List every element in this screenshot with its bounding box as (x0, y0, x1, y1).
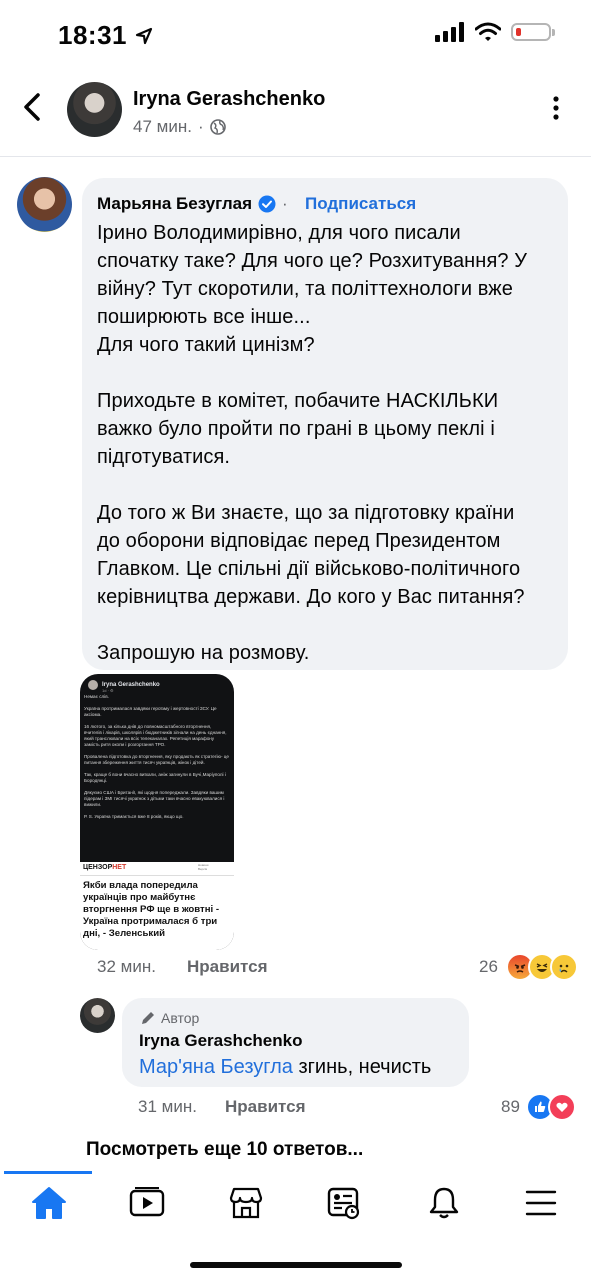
tab-video[interactable] (127, 1185, 167, 1221)
battery-icon (511, 23, 551, 41)
love-icon (548, 1093, 576, 1121)
attachment-author: Iryna Gerashchenko (102, 682, 160, 688)
tab-home[interactable] (29, 1185, 69, 1221)
location-arrow-icon (135, 27, 153, 45)
post-meta (133, 117, 226, 137)
commenter-avatar[interactable] (17, 177, 72, 232)
tab-menu[interactable] (521, 1185, 561, 1221)
video-icon (129, 1187, 165, 1219)
author-badge: Автор (140, 1010, 199, 1026)
comment-author[interactable]: Марьяна Безуглая · (97, 194, 288, 213)
meta-separator: · (197, 117, 204, 136)
header-divider (0, 156, 591, 157)
reply-reactions[interactable] (532, 1093, 576, 1121)
active-tab-indicator (4, 1171, 92, 1174)
back-arrow-icon[interactable] (22, 92, 42, 122)
author-avatar[interactable] (67, 82, 122, 137)
verified-badge-icon (258, 195, 276, 213)
tab-news[interactable] (324, 1185, 364, 1221)
attachment-post-text: Немає слів. Україна протрималася завдяки героїзму і жертовності ЗСУ. Це аксіома. 16 лютого, за кілька днів до повномасштабного вторгнення, вчителів і лікарів, школярів і бюджетників зігнали на день єднання, який транслювали на всіх телеканалах. Репетиція марафону замість ритя окопи і розгортання ТРО. Провалена підготовка до вторгнення, яку продають як стратегію- це питання збереження життя тисяч українців, жінок і дітей. Так, краще б вони вчасно виїхали, аніж загинули в Бучі,Маріуполі і Бородянці. Дякуємо США і Британії, які щодня попереджали. Завдяки вашим підерам і ЗМІ тисячі українок з дітьми таки вчасно евакуювалися і вижили. Р. S. Україна тримається вже 8 років, якщо що. (84, 694, 229, 819)
comment-like-button[interactable]: Нравится (187, 957, 268, 976)
comment-time: 32 мин. (97, 957, 156, 976)
sad-icon (550, 953, 578, 981)
bottom-tab-bar (0, 1171, 591, 1235)
wifi-icon (475, 22, 501, 42)
attachment-post-header (88, 680, 160, 690)
status-time: 18:31 (58, 20, 153, 51)
news-logo: ЦЕНЗОРНЕТ (83, 864, 127, 871)
news-subtitle: Новини Версія (198, 863, 209, 871)
news-icon (326, 1186, 362, 1220)
signal-icon (435, 22, 465, 42)
tab-notifications[interactable] (424, 1185, 464, 1221)
attachment-avatar (88, 680, 98, 690)
tab-marketplace[interactable] (226, 1185, 266, 1221)
post-author-name[interactable]: Iryna Gerashchenko (133, 88, 326, 110)
reply-mention[interactable]: Мар'яна Безугла (139, 1056, 293, 1078)
reply-time: 31 мин. (138, 1097, 197, 1116)
name-separator: · (282, 194, 288, 213)
attachment-meta: 1d · ⚙ (102, 688, 114, 693)
reply-avatar[interactable] (80, 998, 115, 1033)
comment-reactions[interactable] (512, 953, 578, 981)
attachment-news-card (80, 862, 234, 950)
reply-like-button[interactable]: Нравится (225, 1097, 306, 1116)
status-icons (435, 22, 551, 42)
comment-attachment-image[interactable] (80, 674, 234, 950)
home-icon (31, 1186, 67, 1220)
reply-reaction-count[interactable]: 89 (501, 1097, 520, 1116)
pen-icon (140, 1010, 156, 1026)
notifications-icon (427, 1186, 461, 1220)
comment-reaction-count[interactable]: 26 (479, 957, 498, 976)
reply-text: Мар'яна Безугла згинь, нечисть (139, 1056, 432, 1078)
news-header (80, 862, 234, 876)
post-time: 47 мин. (133, 117, 192, 136)
marketplace-icon (228, 1186, 264, 1220)
news-headline: Якби влада попередила українців про майбутнє вторгнення РФ ще в жовтні - Україна протрималася б три дні, - Зеленський (83, 880, 220, 939)
home-indicator (190, 1262, 402, 1268)
more-options-icon[interactable] (543, 96, 569, 120)
comment-text: Ірино Володимирівно, для чого писали спочатку таке? Для чого це? Розхитування? У війну? Тут скоротили, та політтехнологи вже поширюють все інше... Для чого такий цинізм? Приходьте в комітет, побачите НАСКІЛЬКИ важко було пройти по грані в цьому пеклі і підготуватися. До того ж Ви знаєте, що за підготовку країни до оборони відповідає перед Президентом Главком. Це спільні дії військово-політичного керівництва держави. До кого у Вас питання? Запрошую на розмову. (97, 222, 528, 664)
follow-link[interactable]: Подписаться (305, 194, 417, 213)
menu-icon (525, 1189, 557, 1217)
view-more-replies-link[interactable]: Посмотреть еще 10 ответов... (86, 1139, 364, 1160)
globe-icon (210, 119, 226, 135)
reply-author[interactable]: Iryna Gerashchenko (139, 1031, 303, 1050)
